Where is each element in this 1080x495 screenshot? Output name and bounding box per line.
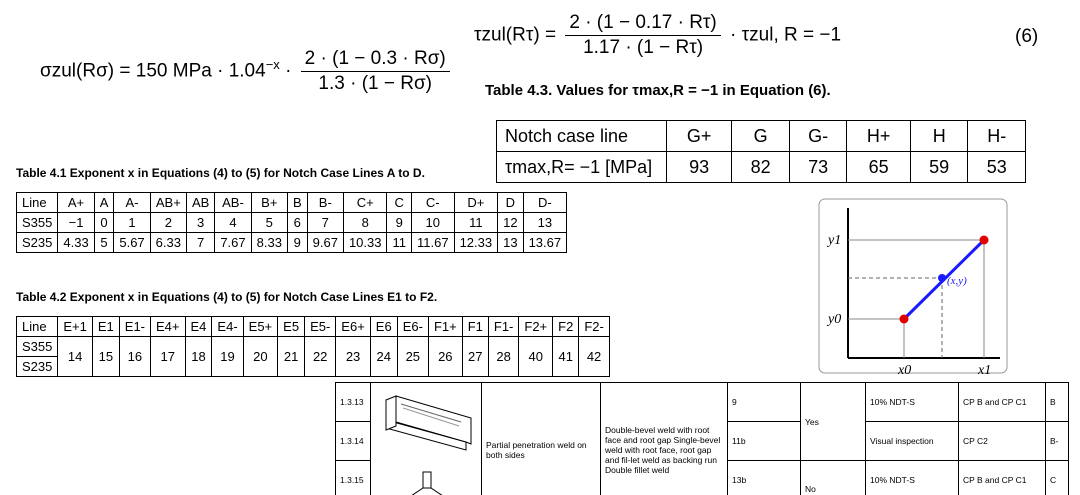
- table-cell: 0: [94, 213, 114, 233]
- table-cell: G+: [667, 121, 732, 152]
- weld-cp: CP B and CP C1: [959, 461, 1046, 495]
- table-header-cell: E1-: [119, 317, 150, 337]
- table-cell: 10.33: [343, 233, 387, 253]
- table-header-cell: E5: [278, 317, 305, 337]
- table-header-cell: AB-: [215, 193, 251, 213]
- table-cell: 15: [92, 337, 119, 377]
- weld-id: 1.3.13: [336, 383, 371, 422]
- table-header-cell: A-: [114, 193, 150, 213]
- table-header-cell: D-: [523, 193, 567, 213]
- table-cell: 13: [498, 233, 523, 253]
- table-header-cell: A: [94, 193, 114, 213]
- table-header-cell: Line: [17, 317, 58, 337]
- table41-caption: Table 4.1 Exponent x in Equations (4) to (5) for Notch Case Lines A to D.: [16, 166, 425, 180]
- table-header-cell: D: [498, 193, 523, 213]
- table-cell: 22: [305, 337, 336, 377]
- table-cell: 5: [251, 213, 287, 233]
- table-cell: 6.33: [150, 233, 186, 253]
- weld-table: [335, 382, 1080, 495]
- table-cell: 27: [462, 337, 488, 377]
- table-cell: 18: [185, 337, 212, 377]
- weld-spacer: [1069, 422, 1080, 461]
- table-cell: 14: [58, 337, 93, 377]
- table-cell: −1: [58, 213, 94, 233]
- table-cell: 8: [343, 213, 387, 233]
- line-label: S355: [17, 337, 58, 357]
- weld-description: Partial penetration weld on both sides: [482, 383, 601, 495]
- table-header-cell: E5-: [305, 317, 336, 337]
- table-header-cell: E4+: [151, 317, 186, 337]
- table-cell: Notch case line: [497, 121, 667, 152]
- table-row: [336, 383, 1080, 422]
- table43: [496, 120, 1026, 183]
- weld-id: 1.3.14: [336, 422, 371, 461]
- table-cell: 59: [910, 152, 968, 183]
- table-cell: 9: [387, 213, 412, 233]
- weld-class: C: [1046, 461, 1069, 495]
- table-header-cell: F1+: [428, 317, 462, 337]
- table-cell: 42: [579, 337, 610, 377]
- table-cell: 11: [454, 213, 498, 233]
- weld-no: No: [801, 461, 866, 495]
- table-header-cell: F2+: [519, 317, 553, 337]
- table-cell: 3: [186, 213, 214, 233]
- table-header-cell: E4-: [212, 317, 243, 337]
- table-header-cell: B: [287, 193, 307, 213]
- table-cell: G: [732, 121, 790, 152]
- table-cell: 24: [370, 337, 397, 377]
- table-cell: 53: [968, 152, 1026, 183]
- table-header-cell: F2: [553, 317, 579, 337]
- table-header-cell: Line: [17, 193, 58, 213]
- sigma-numerator: 2 · (1 − 0.3 · Rσ): [301, 48, 450, 72]
- table-header-cell: E+1: [58, 317, 93, 337]
- table-cell: 26: [428, 337, 462, 377]
- table-header-cell: E4: [185, 317, 212, 337]
- table-cell: 2: [150, 213, 186, 233]
- table-cell: 13: [523, 213, 567, 233]
- table-cell: 12.33: [454, 233, 498, 253]
- table-cell: 11.67: [411, 233, 454, 253]
- weld-spacer: [1069, 383, 1080, 422]
- weld-cp: CP B and CP C1: [959, 383, 1046, 422]
- table-cell: H-: [968, 121, 1026, 152]
- table-cell: 7: [186, 233, 214, 253]
- table-header-cell: E6-: [397, 317, 428, 337]
- sigma-equation: [40, 48, 454, 95]
- weld-yes: Yes: [801, 383, 866, 461]
- graph-point-mid: [938, 274, 946, 282]
- weld-test: 10% NDT-S: [866, 383, 959, 422]
- weld-cp: CP C2: [959, 422, 1046, 461]
- table-cell: H: [910, 121, 968, 152]
- table-cell: 23: [336, 337, 371, 377]
- table-cell: 19: [212, 337, 243, 377]
- table-cell: 9.67: [307, 233, 343, 253]
- table-header-cell: AB: [186, 193, 214, 213]
- table-header-cell: B-: [307, 193, 343, 213]
- weld-notch: 13b: [728, 461, 801, 495]
- tau-denominator: 1.17 · (1 − Rτ): [583, 37, 704, 58]
- graph-point-label: (x,y): [947, 275, 967, 287]
- table-cell: 17: [151, 337, 186, 377]
- graph-point-end: [980, 236, 989, 245]
- table-cell: 4: [215, 213, 251, 233]
- table-row: [17, 337, 610, 357]
- graph-x1-label: x1: [978, 363, 992, 374]
- sigma-dot: ·: [285, 60, 292, 82]
- table-header-cell: AB+: [150, 193, 186, 213]
- table-cell: 20: [243, 337, 278, 377]
- graph-y0-label: y0: [828, 312, 842, 327]
- weld-sketch-icon: [371, 390, 481, 495]
- table-row: [497, 121, 1026, 152]
- table42-caption: Table 4.2 Exponent x in Equations (4) to (5) for Notch Case Lines E1 to F2.: [16, 290, 438, 304]
- table-cell: 9: [287, 233, 307, 253]
- table-cell: 40: [519, 337, 553, 377]
- table-header-cell: E6: [370, 317, 397, 337]
- table-header-cell: E5+: [243, 317, 278, 337]
- table43-caption: Table 4.3. Values for τmax,R = −1 in Equation (6).: [485, 82, 831, 99]
- table-cell: S235: [17, 233, 58, 253]
- tau-numerator: 2 · (1 − 0.17 · Rτ): [565, 12, 720, 36]
- graph-point-start: [900, 315, 909, 324]
- table41: [16, 192, 567, 253]
- table-header-cell: E1: [92, 317, 119, 337]
- weld-test: Visual inspection: [866, 422, 959, 461]
- table-cell: 21: [278, 337, 305, 377]
- interpolation-graph: [818, 198, 1008, 374]
- graph-x0-label: x0: [898, 363, 912, 374]
- table-cell: 41: [553, 337, 579, 377]
- table-row: [17, 213, 567, 233]
- table-cell: 8.33: [251, 233, 287, 253]
- weld-class: B: [1046, 383, 1069, 422]
- sigma-lhs: σzul(Rσ) = 150 MPa · 1.04: [40, 60, 266, 82]
- graph-y1-label: y1: [828, 233, 842, 248]
- table-header-cell: F1-: [488, 317, 519, 337]
- sigma-exponent: −x: [265, 57, 280, 73]
- equation-number: (6): [1015, 26, 1039, 47]
- table-header-cell: C-: [411, 193, 454, 213]
- table-cell: 4.33: [58, 233, 94, 253]
- table-header-cell: F1: [462, 317, 488, 337]
- table-cell: 12: [498, 213, 523, 233]
- table-cell: 6: [287, 213, 307, 233]
- table-header-cell: D+: [454, 193, 498, 213]
- weld-class: B-: [1046, 422, 1069, 461]
- table-cell: 65: [847, 152, 911, 183]
- table-cell: 13.67: [523, 233, 567, 253]
- weld-spacer: [1069, 461, 1080, 495]
- table-cell: 10: [411, 213, 454, 233]
- tau-rhs: · τzul, R = −1: [730, 24, 842, 46]
- line-label: S235: [17, 357, 58, 377]
- tau-equation: [474, 12, 841, 59]
- table-row: [17, 233, 567, 253]
- table-header-cell: C+: [343, 193, 387, 213]
- table-row: [17, 193, 567, 213]
- tau-fraction: [565, 12, 720, 59]
- table-cell: 1: [114, 213, 150, 233]
- table-cell: 16: [119, 337, 150, 377]
- table-row: [497, 152, 1026, 183]
- table-header-cell: C: [387, 193, 412, 213]
- table-cell: 93: [667, 152, 732, 183]
- table-header-cell: A+: [58, 193, 94, 213]
- table-cell: 7.67: [215, 233, 251, 253]
- weld-sketch-cell: [371, 383, 482, 495]
- table-header-cell: E6+: [336, 317, 371, 337]
- weld-types: Double-bevel weld with root face and root gap Single-bevel weld with root face, root gap and fil-let weld as backing run Double fillet weld: [601, 383, 728, 495]
- sigma-denominator: 1.3 · (1 − Rσ): [318, 73, 433, 94]
- weld-notch: 9: [728, 383, 801, 422]
- table-cell: 11: [387, 233, 412, 253]
- table-header-cell: F2-: [579, 317, 610, 337]
- table-cell: H+: [847, 121, 911, 152]
- table-cell: τmax,R= −1 [MPa]: [497, 152, 667, 183]
- table-cell: G-: [789, 121, 847, 152]
- table-row: [17, 317, 610, 337]
- weld-table-fragment: [335, 382, 1080, 495]
- table-cell: S355: [17, 213, 58, 233]
- table-cell: 25: [397, 337, 428, 377]
- weld-notch: 11b: [728, 422, 801, 461]
- table-cell: 5.67: [114, 233, 150, 253]
- tau-lhs: τzul(Rτ) =: [474, 24, 557, 46]
- table-header-cell: B+: [251, 193, 287, 213]
- table-cell: 28: [488, 337, 519, 377]
- sigma-fraction: [301, 48, 450, 95]
- table-cell: 7: [307, 213, 343, 233]
- table42: [16, 316, 610, 377]
- table-cell: 5: [94, 233, 114, 253]
- table-cell: 82: [732, 152, 790, 183]
- weld-id: 1.3.15: [336, 461, 371, 495]
- table-cell: 73: [789, 152, 847, 183]
- weld-test: 10% NDT-S: [866, 461, 959, 495]
